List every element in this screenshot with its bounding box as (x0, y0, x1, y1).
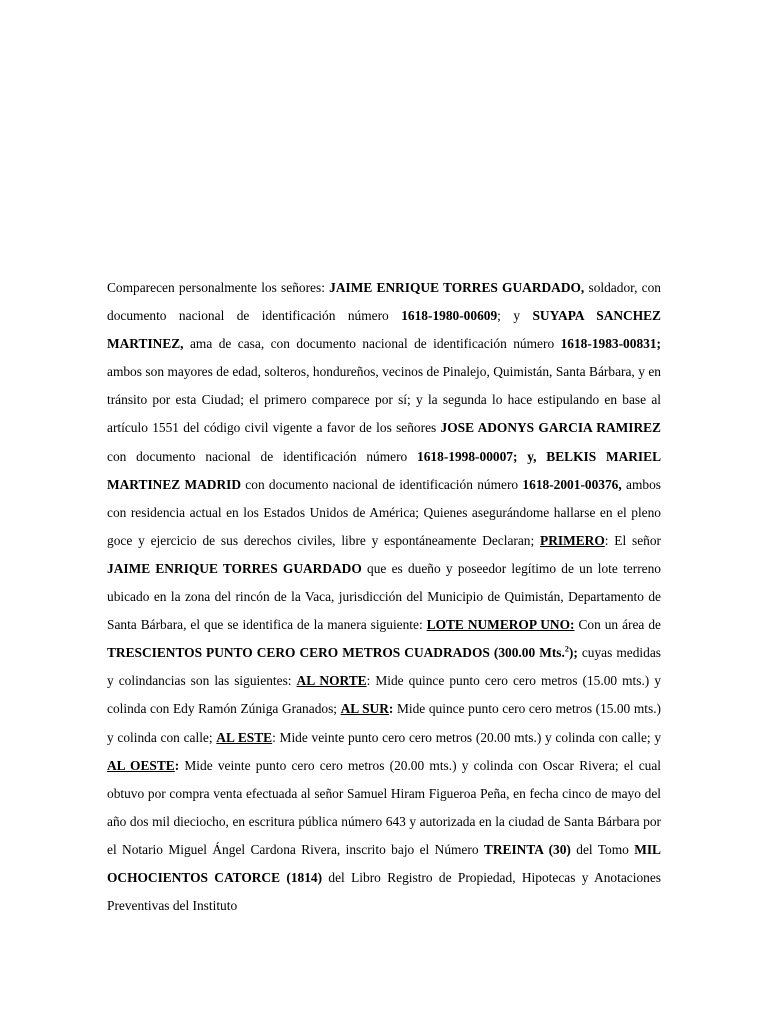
text-run: ambos son mayores de edad, solteros, hondureños, vecinos de Pinalejo, Quimistán, Santa Bárbara, y en tránsito por esta Ciudad; el primero comparece por sí; y la segunda lo hace estipulando en base al artículo 1551 del código civil vigente a favor de los señores (107, 364, 661, 436)
bold-text-run: ); (568, 645, 578, 661)
bold-text-run: SUYAPA SANCHEZ MARTINEZ, (107, 308, 661, 352)
bold-text-run: TREINTA (30) (483, 841, 571, 857)
text-run: cuyas medidas y colindancias son las siguientes: (107, 645, 662, 689)
text-run: soldador, con documento nacional de identificación número (107, 280, 661, 324)
section-heading: LOTE NUMEROP UNO: (426, 617, 575, 633)
bold-text-run: TRESCIENTOS PUNTO CERO CERO METROS CUADRADOS (300.00 Mts. (107, 645, 565, 661)
section-heading: AL OESTE (107, 757, 175, 773)
text-run: ama de casa, con documento nacional de identificación número (183, 336, 561, 352)
section-heading: AL NORTE (296, 673, 367, 689)
text-run: ; y (497, 308, 533, 324)
bold-text-run: : (174, 757, 180, 773)
bold-text-run: MIL OCHOCIENTOS CATORCE (1814) (107, 841, 661, 885)
bold-text-run: JAIME ENRIQUE TORRES GUARDADO (107, 560, 362, 576)
text-run: : El señor (604, 532, 661, 548)
bold-text-run: JOSE ADONYS GARCIA RAMIREZ (440, 420, 661, 436)
text-run: con documento nacional de identificación número (241, 476, 523, 492)
bold-text-run: 1618-1983-00831; (560, 336, 661, 352)
text-run: Comparecen personalmente los señores: (107, 280, 330, 295)
document-paragraph (107, 274, 661, 920)
text-run: Con un área de (574, 617, 661, 633)
superscript: 2 (564, 644, 569, 654)
text-run: del Tomo (570, 841, 635, 857)
text-run: del Libro Registro de Propiedad, Hipotecas y Anotaciones Preventivas del Instituto (107, 869, 661, 914)
text-run: : Mide veinte punto cero cero metros (20.00 mts.) y colinda con calle; y (272, 729, 662, 745)
bold-text-run: 1618-1998-00007; y, BELKIS MARIEL MARTINEZ MADRID (107, 448, 662, 492)
document-body (107, 274, 661, 920)
text-run: que es dueño y poseedor legítimo de un lote terreno ubicado en la zona del rincón de la Vaca, jurisdicción del Municipio de Quimistán, Departamento de Santa Bárbara, el que se identifica de la manera siguiente: (107, 560, 661, 633)
bold-text-run: : (388, 701, 394, 717)
bold-text-run: JAIME ENRIQUE TORRES GUARDADO, (329, 280, 585, 295)
bold-text-run: 1618-2001-00376, (522, 476, 622, 492)
section-heading: AL ESTE (216, 729, 273, 745)
text-run: Mide quince punto cero cero metros (15.00 mts.) y colinda con calle; (107, 701, 661, 745)
section-heading: PRIMERO (540, 532, 605, 548)
text-run: ambos con residencia actual en los Estados Unidos de América; Quienes asegurándome hallarse en el pleno goce y ejercicio de sus derechos civiles, libre y espontáneamente Declaran; (107, 476, 661, 548)
text-run: Mide veinte punto cero cero metros (20.00 mts.) y colinda con Oscar Rivera; el cual obtuvo por compra venta efectuada al señor Samuel Hiram Figueroa Peña, en fecha cinco de mayo del año dos mil dieciocho, en escritura pública número 643 y autorizada en la ciudad de Santa Bárbara por el Notario Miguel Ángel Cardona Rivera, inscrito bajo el Número (107, 757, 661, 857)
section-heading: AL SUR (340, 701, 389, 717)
text-run: con documento nacional de identificación número (107, 448, 418, 464)
text-run: : Mide quince punto cero cero metros (15.00 mts.) y colinda con Edy Ramón Zúniga Granados; (107, 673, 661, 717)
bold-text-run: 1618-1980-00609 (401, 308, 498, 324)
